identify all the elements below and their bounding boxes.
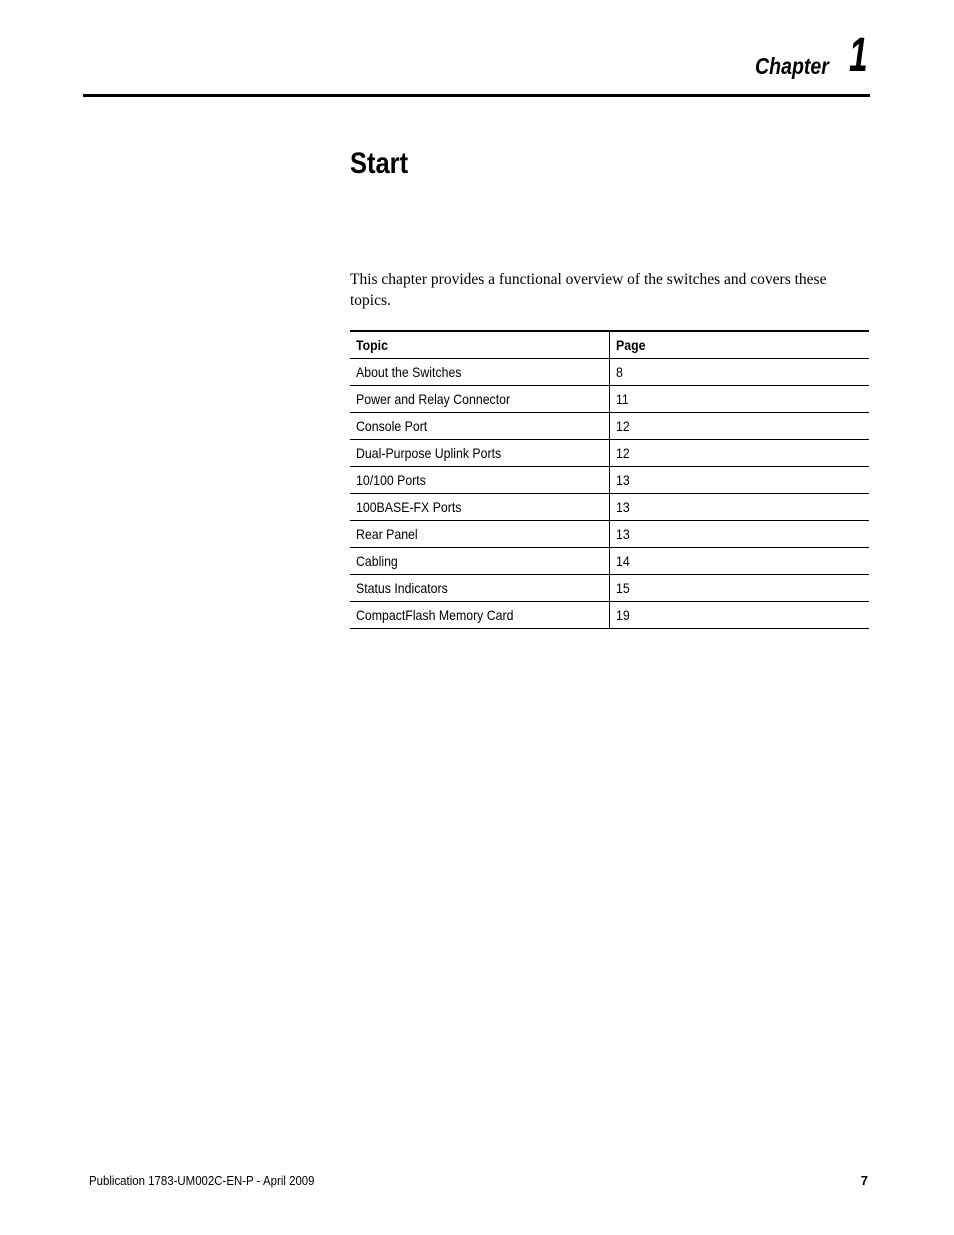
table-row xyxy=(350,494,869,521)
chapter-number: 1 xyxy=(849,29,868,82)
topic-cell: CompactFlash Memory Card xyxy=(350,602,610,629)
topic-cell: 100BASE-FX Ports xyxy=(350,494,610,521)
page-cell: 11 xyxy=(610,386,870,413)
topic-cell: About the Switches xyxy=(350,359,610,386)
topic-cell: Power and Relay Connector xyxy=(350,386,610,413)
table-row xyxy=(350,386,869,413)
header-rule xyxy=(83,94,870,97)
intro-paragraph: This chapter provides a functional overview of the switches and covers these topics. xyxy=(350,271,827,309)
table-row xyxy=(350,359,869,386)
table-row xyxy=(350,413,869,440)
topic-cell: Status Indicators xyxy=(350,575,610,602)
topic-cell: Cabling xyxy=(350,548,610,575)
topic-cell: Rear Panel xyxy=(350,521,610,548)
table-row xyxy=(350,467,869,494)
table-row xyxy=(350,521,869,548)
table-row xyxy=(350,548,869,575)
page-cell: 13 xyxy=(610,521,870,548)
topic-cell: 10/100 Ports xyxy=(350,467,610,494)
topic-cell: Dual-Purpose Uplink Ports xyxy=(350,440,610,467)
table-row xyxy=(350,440,869,467)
topics-table xyxy=(350,330,869,629)
chapter-label: Chapter xyxy=(755,53,830,79)
page-cell: 13 xyxy=(610,467,870,494)
footer-publication: Publication 1783-UM002C-EN-P - April 2009 xyxy=(89,1173,315,1188)
table-row xyxy=(350,575,869,602)
chapter-header xyxy=(742,29,868,82)
page-cell: 13 xyxy=(610,494,870,521)
topic-cell: Console Port xyxy=(350,413,610,440)
table-row xyxy=(350,602,869,629)
page-cell: 8 xyxy=(610,359,870,386)
footer-page-number: 7 xyxy=(860,1173,868,1188)
page-cell: 12 xyxy=(610,413,870,440)
page-cell: 12 xyxy=(610,440,870,467)
page-cell: 14 xyxy=(610,548,870,575)
page-title: Start xyxy=(350,147,409,180)
table-header-row xyxy=(350,331,869,359)
column-header-page: Page xyxy=(610,331,870,359)
column-header-topic: Topic xyxy=(350,331,610,359)
page-cell: 19 xyxy=(610,602,870,629)
page-cell: 15 xyxy=(610,575,870,602)
